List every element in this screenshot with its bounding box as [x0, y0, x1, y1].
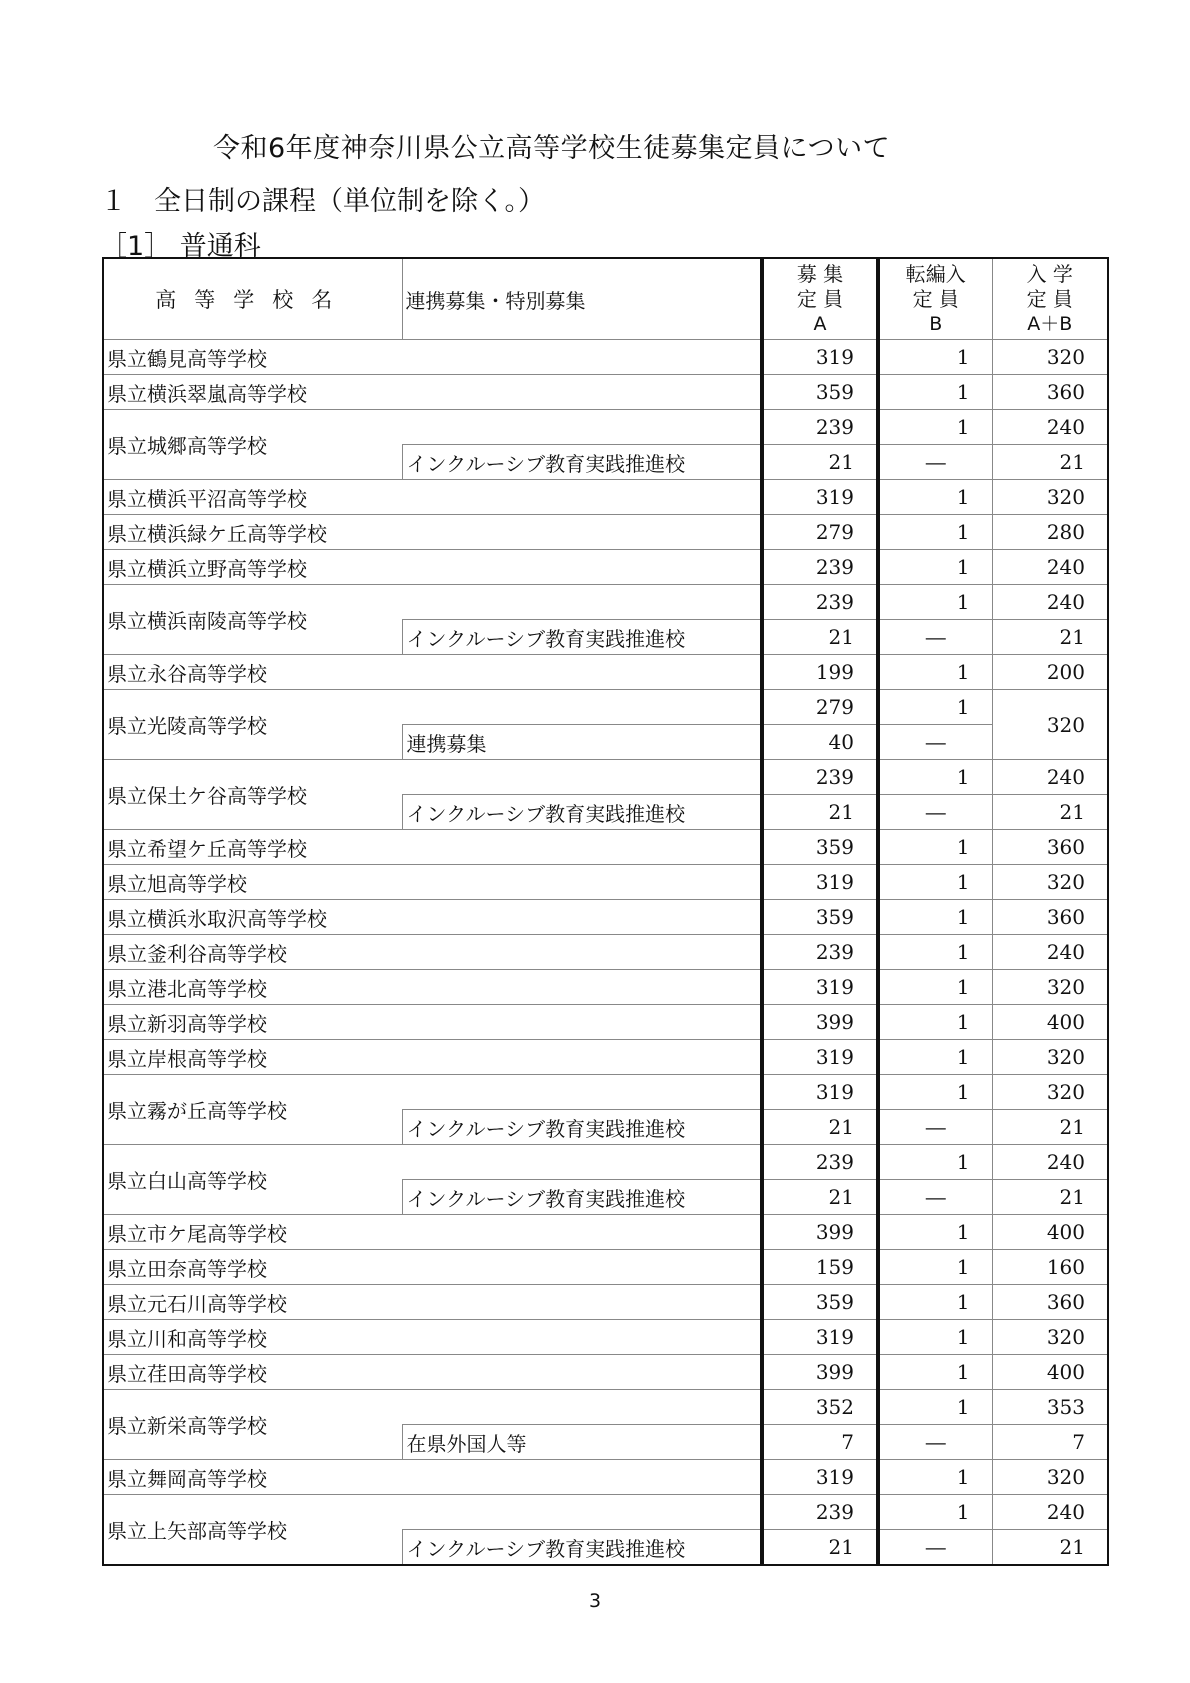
quota-b: 1: [878, 340, 992, 375]
quota-b: 1: [878, 865, 992, 900]
school-name: 県立市ケ尾高等学校: [103, 1215, 402, 1250]
school-name: 県立保土ケ谷高等学校: [103, 760, 402, 830]
recruitment-note: インクルーシブ教育実践推進校: [402, 620, 762, 655]
quota-ab: 21: [992, 1110, 1108, 1145]
school-name: 県立横浜立野高等学校: [103, 550, 402, 585]
quota-a: 359: [762, 375, 878, 410]
quota-ab: 400: [992, 1005, 1108, 1040]
quota-a: 21: [762, 795, 878, 830]
quota-a: 40: [762, 725, 878, 760]
school-name: 県立横浜緑ケ丘高等学校: [103, 515, 402, 550]
table-header-row: [103, 258, 1108, 340]
table-row: [103, 690, 1108, 725]
school-name: 県立旭高等学校: [103, 865, 402, 900]
recruitment-note: [402, 1215, 762, 1250]
quota-a: 21: [762, 1530, 878, 1566]
table-row: [103, 970, 1108, 1005]
school-name: 県立横浜南陵高等学校: [103, 585, 402, 655]
recruitment-note: [402, 1250, 762, 1285]
recruitment-note: 在県外国人等: [402, 1425, 762, 1460]
quota-ab: 320: [992, 1075, 1108, 1110]
recruitment-note: [402, 1075, 762, 1110]
quota-b: ―: [878, 725, 992, 760]
recruitment-note: [402, 1460, 762, 1495]
table-row: [103, 865, 1108, 900]
recruitment-note: [402, 830, 762, 865]
recruitment-note: [402, 1495, 762, 1530]
table-row: [103, 515, 1108, 550]
quota-b: 1: [878, 410, 992, 445]
header-b-line2: 定 員: [912, 286, 959, 311]
school-name: 県立希望ケ丘高等学校: [103, 830, 402, 865]
quota-a: 319: [762, 480, 878, 515]
recruitment-note: インクルーシブ教育実践推進校: [402, 445, 762, 480]
quota-ab: 240: [992, 760, 1108, 795]
table-row: [103, 375, 1108, 410]
quota-ab: 240: [992, 1145, 1108, 1180]
quota-b: 1: [878, 760, 992, 795]
quota-a: 352: [762, 1390, 878, 1425]
quota-ab: 200: [992, 655, 1108, 690]
quota-a: 21: [762, 620, 878, 655]
table-row: [103, 655, 1108, 690]
quota-b: 1: [878, 1250, 992, 1285]
quota-ab: 320: [992, 1460, 1108, 1495]
quota-a: 21: [762, 445, 878, 480]
quota-b: 1: [878, 1320, 992, 1355]
quota-b: ―: [878, 1180, 992, 1215]
quota-a: 319: [762, 865, 878, 900]
quota-b: 1: [878, 1145, 992, 1180]
quota-a: 279: [762, 515, 878, 550]
quota-a: 319: [762, 1460, 878, 1495]
header-transfer-quota: [878, 258, 992, 340]
quota-ab: 320: [992, 865, 1108, 900]
quota-a: 239: [762, 935, 878, 970]
quota-b: 1: [878, 900, 992, 935]
school-name: 県立霧が丘高等学校: [103, 1075, 402, 1145]
school-name: 県立荏田高等学校: [103, 1355, 402, 1390]
recruitment-note: [402, 760, 762, 795]
school-name: 県立光陵高等学校: [103, 690, 402, 760]
recruitment-note: [402, 690, 762, 725]
quota-ab: 320: [992, 480, 1108, 515]
quota-a: 319: [762, 1320, 878, 1355]
quota-b: 1: [878, 935, 992, 970]
table-body: [103, 340, 1108, 1566]
school-name: 県立港北高等学校: [103, 970, 402, 1005]
quota-b: 1: [878, 1495, 992, 1530]
quota-a: 359: [762, 830, 878, 865]
school-name: 県立元石川高等学校: [103, 1285, 402, 1320]
header-special-recruitment: 連携募集・特別募集: [402, 258, 762, 340]
header-a-line2: 定 員: [796, 286, 844, 311]
table-row: [103, 1215, 1108, 1250]
table-row: [103, 1320, 1108, 1355]
quota-ab: 21: [992, 445, 1108, 480]
quota-ab: 360: [992, 900, 1108, 935]
quota-a: 239: [762, 1495, 878, 1530]
header-ab-line2: 定 員: [1026, 286, 1073, 311]
table-row: [103, 1040, 1108, 1075]
table-row: [103, 830, 1108, 865]
school-name: 県立新栄高等学校: [103, 1390, 402, 1460]
recruitment-note: [402, 1355, 762, 1390]
recruitment-note: [402, 515, 762, 550]
recruitment-note: インクルーシブ教育実践推進校: [402, 1180, 762, 1215]
quota-a: 159: [762, 1250, 878, 1285]
quota-b: 1: [878, 515, 992, 550]
quota-b: ―: [878, 795, 992, 830]
quota-a: 399: [762, 1215, 878, 1250]
quota-b: 1: [878, 830, 992, 865]
table-row: [103, 480, 1108, 515]
recruitment-note: [402, 550, 762, 585]
table-row: [103, 1355, 1108, 1390]
quota-ab: 240: [992, 550, 1108, 585]
quota-a: 319: [762, 340, 878, 375]
quota-a: 319: [762, 1075, 878, 1110]
quota-b: 1: [878, 585, 992, 620]
quota-ab: 320: [992, 690, 1108, 760]
quota-ab: 240: [992, 585, 1108, 620]
school-name: 県立川和高等学校: [103, 1320, 402, 1355]
quota-ab: 21: [992, 1180, 1108, 1215]
recruitment-note: [402, 340, 762, 375]
table-row: [103, 550, 1108, 585]
quota-ab: 21: [992, 1530, 1108, 1566]
header-admission-quota: [992, 258, 1108, 340]
school-name: 県立釜利谷高等学校: [103, 935, 402, 970]
quota-a: 319: [762, 1040, 878, 1075]
header-school-name: 高等学校名: [103, 258, 402, 340]
quota-a: 199: [762, 655, 878, 690]
quota-a: 359: [762, 1285, 878, 1320]
recruitment-note: [402, 410, 762, 445]
school-name: 県立横浜翠嵐高等学校: [103, 375, 402, 410]
recruitment-note: インクルーシブ教育実践推進校: [402, 1110, 762, 1145]
table-row: [103, 1145, 1108, 1180]
recruitment-note: [402, 375, 762, 410]
table-row: [103, 760, 1108, 795]
header-a-letter: A: [813, 312, 827, 335]
quota-a: 239: [762, 585, 878, 620]
recruitment-note: [402, 480, 762, 515]
section-heading: １ 全日制の課程（単位制を除く。）: [100, 186, 545, 217]
quota-b: 1: [878, 480, 992, 515]
quota-b: 1: [878, 1355, 992, 1390]
header-ab-letter: A＋B: [1027, 312, 1073, 335]
quota-ab: 280: [992, 515, 1108, 550]
table-row: [103, 1285, 1108, 1320]
subsection-heading: ［1］ 普通科: [100, 231, 261, 262]
quota-b: 1: [878, 655, 992, 690]
school-name: 県立鶴見高等学校: [103, 340, 402, 375]
quota-b: 1: [878, 1215, 992, 1250]
school-name: 県立横浜平沼高等学校: [103, 480, 402, 515]
table-row: [103, 1075, 1108, 1110]
table-row: [103, 340, 1108, 375]
quota-b: ―: [878, 1530, 992, 1566]
quota-a: 399: [762, 1005, 878, 1040]
quota-ab: 400: [992, 1215, 1108, 1250]
table-row: [103, 1005, 1108, 1040]
header-ab-line1: 入 学: [1026, 261, 1073, 286]
quota-ab: 320: [992, 1320, 1108, 1355]
quota-b: 1: [878, 1040, 992, 1075]
table-row: [103, 1390, 1108, 1425]
quota-ab: 240: [992, 935, 1108, 970]
quota-b: 1: [878, 375, 992, 410]
quota-b: 1: [878, 1075, 992, 1110]
quota-a: 239: [762, 760, 878, 795]
recruitment-note: [402, 1285, 762, 1320]
quota-b: 1: [878, 1460, 992, 1495]
quota-ab: 320: [992, 970, 1108, 1005]
recruitment-note: [402, 970, 762, 1005]
quota-b: 1: [878, 1390, 992, 1425]
table-row: [103, 1460, 1108, 1495]
quota-a: 7: [762, 1425, 878, 1460]
quota-ab: 7: [992, 1425, 1108, 1460]
quota-ab: 400: [992, 1355, 1108, 1390]
school-name: 県立舞岡高等学校: [103, 1460, 402, 1495]
page-title: 令和6年度神奈川県公立高等学校生徒募集定員について: [213, 133, 891, 164]
quota-b: ―: [878, 1110, 992, 1145]
recruitment-note: [402, 1320, 762, 1355]
quota-a: 21: [762, 1110, 878, 1145]
recruitment-note: インクルーシブ教育実践推進校: [402, 1530, 762, 1566]
table-row: [103, 585, 1108, 620]
quota-ab: 21: [992, 795, 1108, 830]
quota-a: 239: [762, 550, 878, 585]
quota-a: 319: [762, 970, 878, 1005]
table-row: [103, 900, 1108, 935]
quota-ab: 353: [992, 1390, 1108, 1425]
header-recruitment-quota: [762, 258, 878, 340]
header-b-line1: 転編入: [905, 261, 966, 286]
quota-b: 1: [878, 1285, 992, 1320]
recruitment-note: [402, 1145, 762, 1180]
quota-b: ―: [878, 620, 992, 655]
quota-ab: 21: [992, 620, 1108, 655]
table-row: [103, 1250, 1108, 1285]
quota-b: ―: [878, 445, 992, 480]
quota-a: 239: [762, 1145, 878, 1180]
school-name: 県立田奈高等学校: [103, 1250, 402, 1285]
school-name: 県立岸根高等学校: [103, 1040, 402, 1075]
quota-ab: 240: [992, 410, 1108, 445]
school-name: 県立永谷高等学校: [103, 655, 402, 690]
quota-ab: 160: [992, 1250, 1108, 1285]
table-row: [103, 1495, 1108, 1530]
quota-a: 359: [762, 900, 878, 935]
quota-b: ―: [878, 1425, 992, 1460]
school-name: 県立新羽高等学校: [103, 1005, 402, 1040]
quota-a: 21: [762, 1180, 878, 1215]
quota-a: 399: [762, 1355, 878, 1390]
table-row: [103, 410, 1108, 445]
recruitment-note: [402, 935, 762, 970]
recruitment-note: [402, 655, 762, 690]
quota-b: 1: [878, 970, 992, 1005]
quota-b: 1: [878, 550, 992, 585]
quota-ab: 320: [992, 340, 1108, 375]
enrollment-quota-table: [102, 257, 1109, 1566]
recruitment-note: [402, 900, 762, 935]
school-name: 県立白山高等学校: [103, 1145, 402, 1215]
recruitment-note: インクルーシブ教育実践推進校: [402, 795, 762, 830]
quota-ab: 360: [992, 830, 1108, 865]
header-a-line1: 募 集: [796, 261, 844, 286]
table-row: [103, 935, 1108, 970]
quota-ab: 360: [992, 1285, 1108, 1320]
quota-ab: 320: [992, 1040, 1108, 1075]
quota-a: 239: [762, 410, 878, 445]
recruitment-note: [402, 1040, 762, 1075]
quota-ab: 240: [992, 1495, 1108, 1530]
recruitment-note: [402, 585, 762, 620]
recruitment-note: 連携募集: [402, 725, 762, 760]
recruitment-note: [402, 1005, 762, 1040]
school-name: 県立上矢部高等学校: [103, 1495, 402, 1566]
quota-b: 1: [878, 690, 992, 725]
page-number: 3: [588, 1590, 602, 1612]
school-name: 県立横浜氷取沢高等学校: [103, 900, 402, 935]
recruitment-note: [402, 865, 762, 900]
header-b-letter: B: [929, 312, 943, 335]
quota-a: 279: [762, 690, 878, 725]
quota-ab: 360: [992, 375, 1108, 410]
recruitment-note: [402, 1390, 762, 1425]
school-name: 県立城郷高等学校: [103, 410, 402, 480]
quota-b: 1: [878, 1005, 992, 1040]
